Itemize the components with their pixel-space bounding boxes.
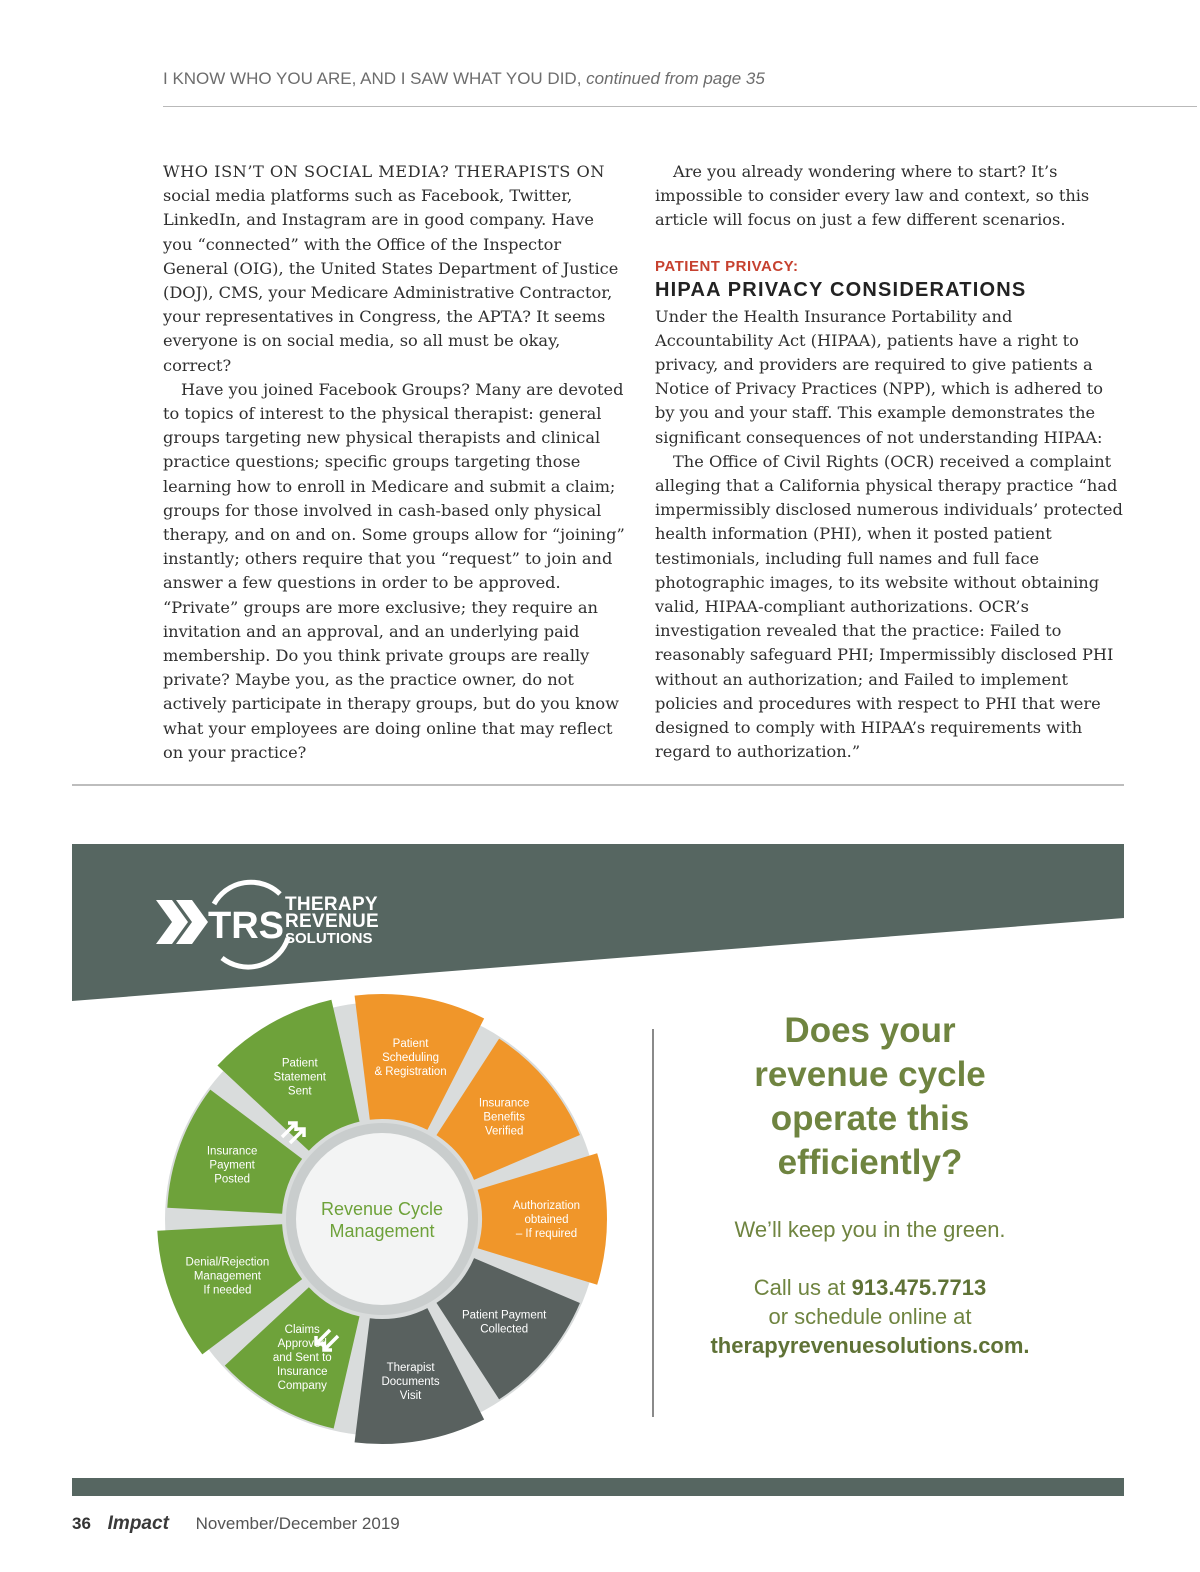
magazine-name: Impact xyxy=(107,1513,169,1534)
advertisement[interactable] xyxy=(72,844,1124,1496)
section-subhead: HIPAA PRIVACY CONSIDERATIONS xyxy=(655,278,1027,301)
website-link[interactable]: therapyrevenuesolutions.com. xyxy=(710,1333,1030,1358)
paragraph-1: WHO ISN’T ON SOCIAL MEDIA? THERAPISTS ON social media platforms such as Facebook, Twitter, LinkedIn, and Instagram are in good company. Have you “connected” with the Office of the Inspector General (OIG), the United States Department of Justice (DOJ), CMS, your Medicare Administrative Contractor, your representatives in Congress, the APTA? It seems everyone is on social media, so all must be okay, correct? xyxy=(163,162,619,375)
ad-footer-band xyxy=(72,1478,1124,1496)
page-footer xyxy=(72,1513,400,1535)
wheel-hub xyxy=(296,1133,468,1305)
logo-arc-top xyxy=(214,882,280,904)
wheel-segment-label: Patient Statement Sent xyxy=(273,1057,326,1098)
wheel-segment-label: Denial/Rejection Management If needed xyxy=(185,1256,270,1297)
wheel-segment-label: Patient Payment Collected xyxy=(461,1309,547,1336)
page-number: 36 xyxy=(72,1514,91,1533)
continued-note: continued from page 35 xyxy=(586,69,765,88)
wheel-center-label: Revenue Cycle Management xyxy=(320,1199,444,1241)
section-divider xyxy=(72,784,1124,786)
section-kicker: PATIENT PRIVACY: xyxy=(655,257,799,275)
double-chevron-icon xyxy=(156,900,208,944)
wheel-segment-label: Insurance Benefits Verified xyxy=(478,1097,530,1138)
phone-number[interactable]: 913.475.7713 xyxy=(851,1275,987,1300)
revenue-cycle-wheel xyxy=(132,984,652,1484)
logo-wordmark: THERAPY REVENUE SOLUTIONS xyxy=(285,894,379,947)
lead-in-caps: WHO ISN’T ON SOCIAL MEDIA? THERAPISTS ON xyxy=(163,162,605,181)
running-title: I KNOW WHO YOU ARE, AND I SAW WHAT YOU DID, xyxy=(163,69,582,88)
running-head xyxy=(163,69,1197,89)
wheel-segment-label: Therapist Documents Visit xyxy=(381,1362,440,1403)
paragraph-5: The Office of Civil Rights (OCR) received a complaint alleging that a California physical therapy practice “had impermissibly disclosed numerous individuals’ protected health information (PHI), when it posted patient testimonials, including full names and full face photographic images, to its website without obtaining valid, HIPAA-compliant authorizations. OCR’s investigation revealed that the practice: Failed to reasonably safeguard PHI; Impermissibly disclosed PHI without an authorization; and Failed to implement policies and procedures with respect to PHI that were designed to comply with HIPAA’s requirements with regard to authorization.” xyxy=(655,451,1123,762)
paragraph-4: Under the Health Insurance Portability and Accountability Act (HIPAA), patients have a right to privacy, and providers are required to give patients a Notice of Privacy Practices (NPP), which is adhered to by you and your staff. This example demonstrates the significant consequences of not understanding HIPAA: xyxy=(655,306,1104,447)
ad-tagline: We’ll keep you in the green. xyxy=(734,1217,1006,1242)
wheel-segment-label: Patient Scheduling & Registration xyxy=(374,1037,447,1078)
ad-call-line: Call us at 913.475.7713 xyxy=(753,1275,987,1300)
header-rule xyxy=(163,106,1197,107)
article-left-column xyxy=(163,160,627,765)
ad-divider-line xyxy=(652,1029,654,1417)
ad-headline: Does your revenue cycle operate this efficiently? xyxy=(754,1011,986,1182)
wheel-segment-label: Claims Approved and Sent to Insurance Company xyxy=(272,1324,332,1393)
article-right-column xyxy=(655,160,1125,764)
logo-mark-text: TRS xyxy=(208,905,284,947)
issue-date: November/December 2019 xyxy=(195,1514,400,1533)
paragraph-3: Are you already wondering where to start? It’s impossible to consider every law and context, so this article will focus on just a few different scenarios. xyxy=(655,162,1090,230)
ad-copy xyxy=(682,1009,1058,1360)
paragraph-2: Have you joined Facebook Groups? Many are devoted to topics of interest to the physical therapist: general groups targeting new physical therapists and clinical practice questions; specific groups targeting those learning how to enroll in Medicare and submit a claim; groups for those involved in cash-based only physical therapy, and on and on. Some groups allow for “joining” instantly; others require that you “request” to join and answer a few questions in order to be approved. “Private” groups are more exclusive; they require an invitation and an approval, and an underlying paid membership. Do you think private groups are really private? Maybe you, as the practice owner, do not actively participate in therapy groups, but do you know what your employees are doing online that may reflect on your practice? xyxy=(163,379,625,762)
wheel-segment-label: Authorization obtained – If required xyxy=(512,1200,581,1240)
schedule-line: or schedule online at xyxy=(768,1304,972,1329)
wheel-segment-label: Insurance Payment Posted xyxy=(206,1145,258,1186)
